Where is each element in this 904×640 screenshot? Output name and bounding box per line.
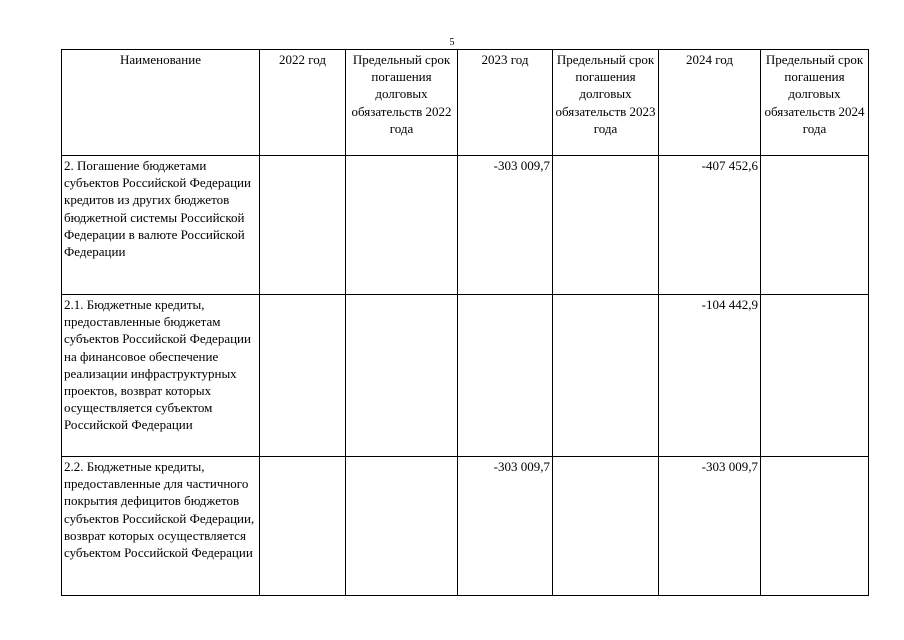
header-term-2023: Предельный срок погашения долговых обязательств 2023 года [553, 50, 659, 156]
value-2024-cell: -104 442,9 [659, 295, 761, 457]
value-2023-cell: -303 009,7 [458, 457, 553, 596]
term-2024-cell [761, 457, 869, 596]
row-name-cell: 2. Погашение бюджетами субъектов Российской Федерации кредитов из других бюджетов бюджетной системы Российской Федерации в валюте Российской Федерации [62, 156, 260, 295]
value-2023-cell [458, 295, 553, 457]
page-number: 5 [449, 37, 455, 48]
term-2023-cell [553, 457, 659, 596]
table-row [62, 156, 869, 295]
row-name-cell: 2.1. Бюджетные кредиты, предоставленные бюджетам субъектов Российской Федерации на финансовое обеспечение реализации инфраструктурных проектов, возврат которых осуществляется субъектом Российской Федерации [62, 295, 260, 457]
term-2022-cell [346, 457, 458, 596]
header-year-2024: 2024 год [659, 50, 761, 156]
header-term-2022: Предельный срок погашения долговых обязательств 2022 года [346, 50, 458, 156]
debt-repayment-table [61, 49, 869, 596]
value-2022-cell [260, 156, 346, 295]
value-2024-cell: -407 452,6 [659, 156, 761, 295]
table-row [62, 457, 869, 596]
term-2024-cell [761, 295, 869, 457]
row-name-cell: 2.2. Бюджетные кредиты, предоставленные для частичного покрытия дефицитов бюджетов субъектов Российской Федерации, возврат которых осуществляется субъектом Российской Федерации [62, 457, 260, 596]
value-2022-cell [260, 457, 346, 596]
table-row [62, 295, 869, 457]
term-2024-cell [761, 156, 869, 295]
value-2022-cell [260, 295, 346, 457]
term-2022-cell [346, 156, 458, 295]
term-2023-cell [553, 295, 659, 457]
term-2022-cell [346, 295, 458, 457]
header-year-2023: 2023 год [458, 50, 553, 156]
value-2023-cell: -303 009,7 [458, 156, 553, 295]
table-header-row [62, 50, 869, 156]
value-2024-cell: -303 009,7 [659, 457, 761, 596]
header-year-2022: 2022 год [260, 50, 346, 156]
header-name: Наименование [62, 50, 260, 156]
term-2023-cell [553, 156, 659, 295]
header-term-2024: Предельный срок погашения долговых обязательств 2024 года [761, 50, 869, 156]
